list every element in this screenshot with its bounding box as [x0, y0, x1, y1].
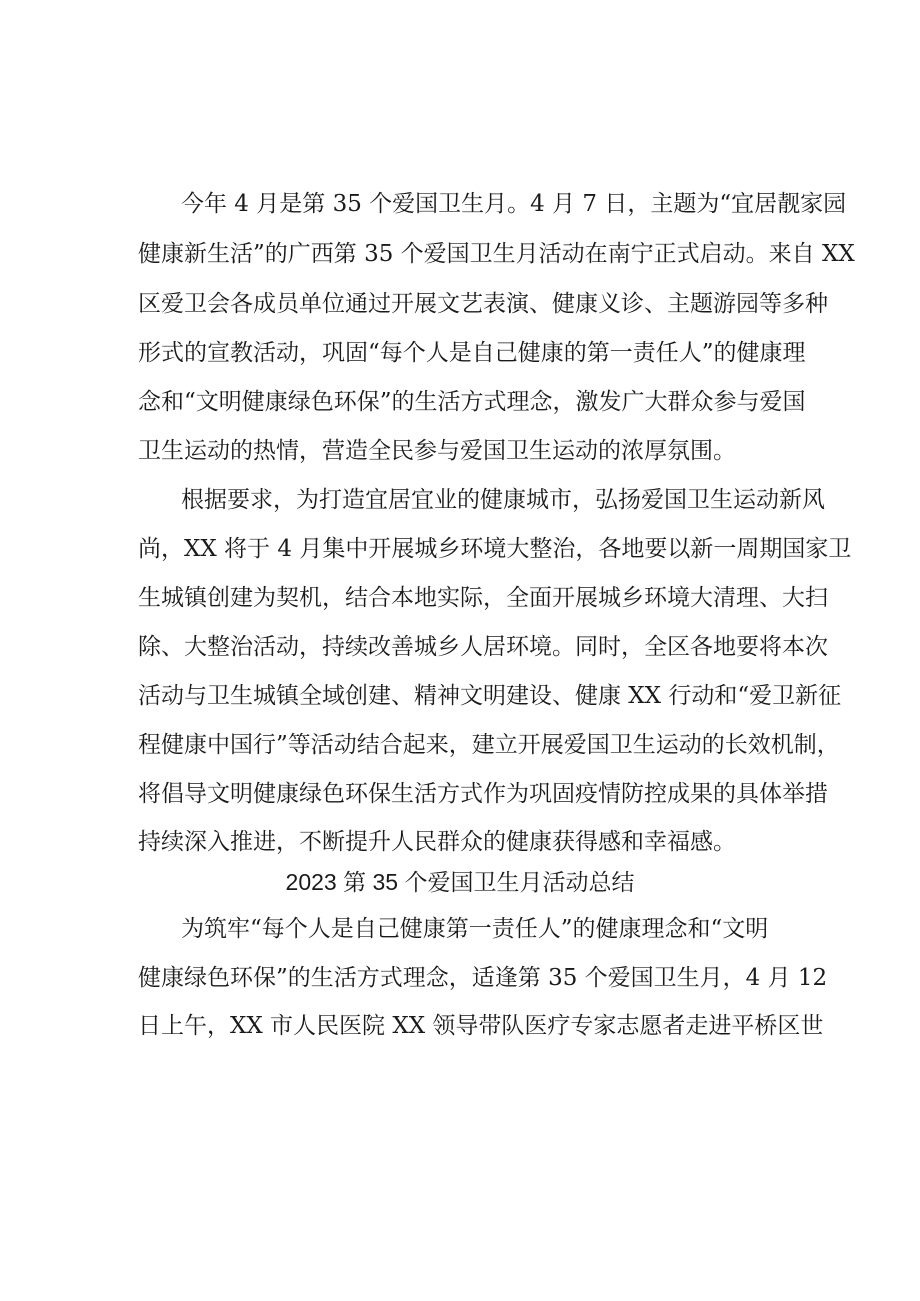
- text-line: 健康绿色环保”的生活方式理念，适逢第 35 个爱国卫生月，4 月 12: [138, 965, 828, 991]
- text-line: 念和“文明健康绿色环保”的生活方式理念，激发广大群众参与爱国: [138, 389, 806, 415]
- text-line: 将倡导文明健康绿色环保生活方式作为巩固疫情防控成果的具体举措: [138, 781, 828, 807]
- text-line: 尚，XX 将于 4 月集中开展城乡环境大整治，各地要以新一周期国家卫: [138, 536, 852, 562]
- text-line: 根据要求，为打造宜居宜业的健康城市，弘扬爱国卫生运动新风: [181, 487, 825, 513]
- text-line: 卫生运动的热情，营造全民参与爱国卫生运动的浓厚氛围。: [138, 438, 736, 464]
- text-line: 形式的宣教活动，巩固“每个人是自己健康的第一责任人”的健康理: [138, 340, 806, 366]
- text-line: 日上午，XX 市人民医院 XX 领导带队医疗专家志愿者走进平桥区世: [138, 1013, 824, 1039]
- text-line: 生城镇创建为契机，结合本地实际，全面开展城乡环境大清理、大扫: [138, 585, 828, 611]
- text-line: 健康新生活”的广西第 35 个爱国卫生月活动在南宁正式启动。来自 XX: [138, 241, 855, 267]
- text-line: 活动与卫生城镇全域创建、精神文明建设、健康 XX 行动和“爱卫新征: [138, 683, 842, 709]
- section-title: 2023 第 35 个爱国卫生月活动总结: [285, 869, 635, 895]
- text-line: 为筑牢“每个人是自己健康第一责任人”的健康理念和“文明: [181, 916, 769, 942]
- text-line: 今年 4 月是第 35 个爱国卫生月。4 月 7 日，主题为“宜居靓家园: [181, 191, 847, 217]
- text-line: 区爱卫会各成员单位通过开展文艺表演、健康义诊、主题游园等多种: [138, 291, 828, 317]
- text-line: 持续深入推进，不断提升人民群众的健康获得感和幸福感。: [138, 829, 736, 855]
- text-line: 除、大整治活动，持续改善城乡人居环境。同时，全区各地要将本次: [138, 634, 828, 660]
- text-line: 程健康中国行”等活动结合起来，建立开展爱国卫生运动的长效机制，: [138, 732, 840, 758]
